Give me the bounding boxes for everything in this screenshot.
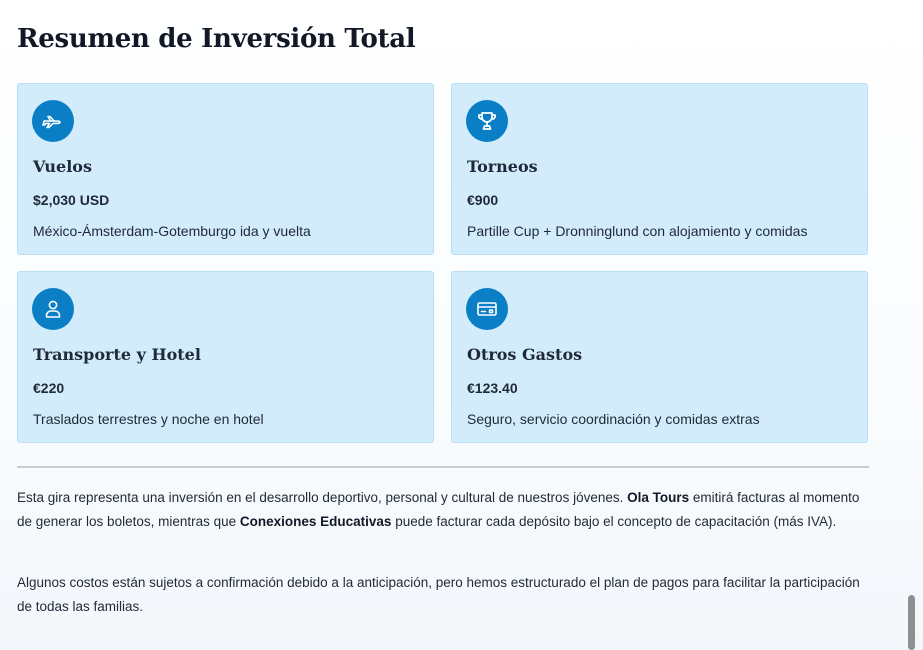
card-amount: €123.40 [467,380,518,396]
card-description: Partille Cup + Dronninglund con alojamiento y comidas [467,223,808,239]
note-text: Esta gira representa una inversión en el desarrollo deportivo, personal y cultural de nuestros jóvenes. [17,490,628,505]
airplane-icon [32,100,74,142]
scrollbar-thumb[interactable] [908,595,915,650]
cost-cards-grid [17,83,869,445]
card-transport-hotel [17,271,434,443]
card-amount: €220 [33,380,65,396]
card-tournaments [451,83,868,255]
trophy-icon [466,100,508,142]
page-title: Resumen de Inversión Total [17,24,416,54]
brand-ola-tours: Ola Tours [627,490,690,505]
card-description: México-Ámsterdam-Gotemburgo ida y vuelta [33,223,311,239]
card-other-expenses [451,271,868,443]
card-description: Seguro, servicio coordinación y comidas extras [467,411,760,427]
credit-card-icon [466,288,508,330]
card-title: Transporte y Hotel [33,345,201,364]
card-title: Otros Gastos [467,345,583,364]
card-flights [17,83,434,255]
card-amount: $2,030 USD [33,192,110,208]
note-text: puede facturar cada depósito bajo el concepto de capacitación (más IVA). [391,514,837,529]
card-title: Torneos [467,157,538,176]
user-icon [32,288,74,330]
payment-plan-paragraph: Algunos costos están sujetos a confirmación debido a la anticipación, pero hemos estructurado el plan de pagos para facilitar la participación de todas las familias. [17,575,860,614]
note-text: emitirá facturas al momento de generar los boletos, mientras que [17,490,860,529]
section-divider [17,466,869,468]
card-amount: €900 [467,192,499,208]
billing-note-paragraph [17,486,869,534]
card-title: Vuelos [33,157,92,176]
brand-conexiones-educativas: Conexiones Educativas [239,514,392,529]
card-description: Traslados terrestres y noche en hotel [33,411,264,427]
